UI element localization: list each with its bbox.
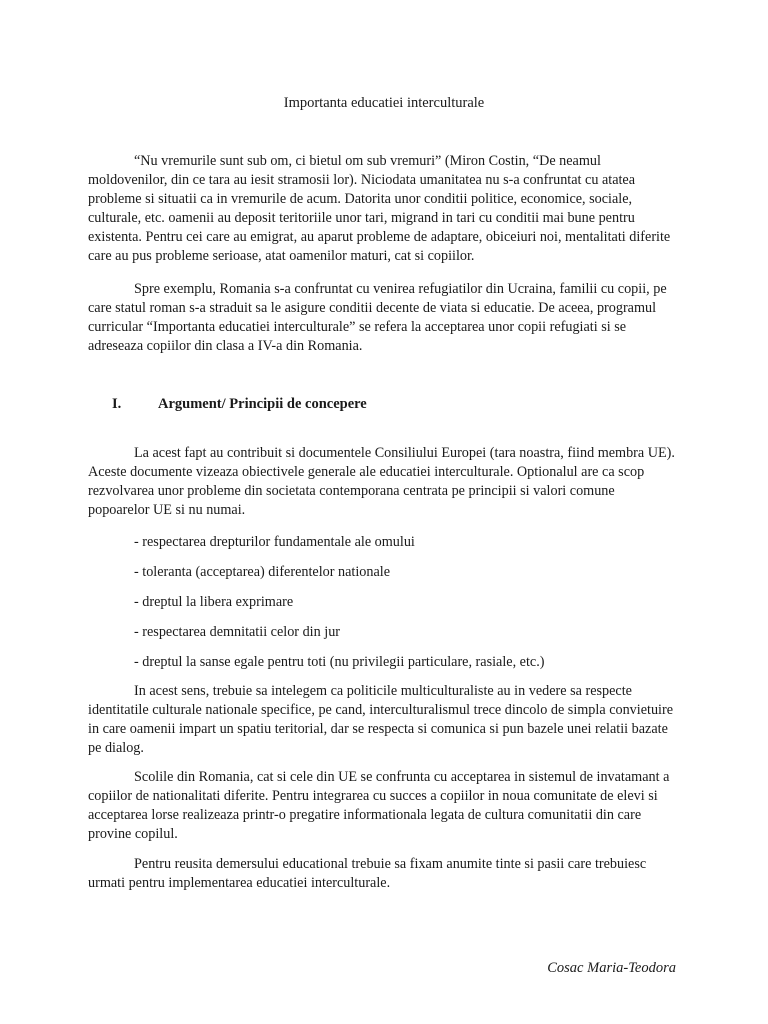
list-item: - respectarea demnitatii celor din jur	[134, 624, 341, 640]
intro-paragraph-example: Spre exemplu, Romania s-a confruntat cu venirea refugiatilor din Ucraina, familii cu copii, pe care statul roman s-a straduit sa le asigure conditii decente de viata si educatie. De aceea, programul curricular “Importanta educatiei interculturale” se refera la acceptarea unor copii refugiati si se adreseaza copiilor din clasa a IV-a din Romania.	[88, 281, 667, 354]
section-number: I.	[112, 396, 122, 412]
intro-paragraph-quote: “Nu vremurile sunt sub om, ci bietul om sub vremuri” (Miron Costin, “De neamul moldovenilor, din ce tara au iesit stramosii lor). Niciodata umanitatea nu s-a confruntat cu atatea probleme si situatii ca in vremurile de acum. Datorita unor conditii politice, economice, sociale, culturale, etc. oamenii au deposit teritoriile unor tari, migrand in tari cu conditii mai bune pentru existenta. Pentru cei care au emigrat, au aparut probleme de adaptare, obiceiuri noi, mentalitati diferite care au pus probleme serioase, atat oamenilor maturi, cat si copiilor.	[88, 153, 671, 264]
section-heading	[112, 396, 367, 413]
list-item: - dreptul la sanse egale pentru toti (nu privilegii particulare, rasiale, etc.)	[134, 654, 545, 670]
list-item: - toleranta (acceptarea) diferentelor nationale	[134, 564, 390, 580]
argument-paragraph: La acest fapt au contribuit si documentele Consiliului Europei (tara noastra, fiind membra UE). Aceste documente vizeaza obiectivele generale ale educatiei interculturale. Optionalul are ca scop rezvolvarea unor probleme din societata contemporana centrata pe principii si valori comune popoarelor UE si nu numai.	[88, 445, 675, 518]
author-signature: Cosac Maria-Teodora	[547, 960, 676, 976]
list-item: - dreptul la libera exprimare	[134, 594, 294, 610]
closing-paragraph-schools: Scolile din Romania, cat si cele din UE se confrunta cu acceptarea in sistemul de invatamant a copiilor de nationalitati diferite. Pentru integrarea cu succes a copiilor in noua comunitate de elevi si acceptarea lorse realizeaza printr-o pregatire informationala legata de cultura comunitatii din care provine copilul.	[88, 769, 670, 842]
closing-paragraph-policies: In acest sens, trebuie sa intelegem ca politicile multiculturaliste au in vedere sa respecte identitatile culturale nationale specifice, pe cand, interculturalismul trece dincolo de simpla convietuire in care oamenii impart un spatiu teritorial, dar se respecta si comunica si pun bazele unei relatii bazate pe dialog.	[88, 683, 674, 756]
closing-paragraph-goals: Pentru reusita demersului educational trebuie sa fixam anumite tinte si pasii care trebuiesc urmati pentru implementarea educatiei interculturale.	[88, 856, 647, 891]
list-item: - respectarea drepturilor fundamentale ale omului	[134, 534, 415, 550]
principles-list	[134, 533, 544, 683]
section-title: Argument/ Principii de concepere	[158, 396, 367, 412]
document-title: Importanta educatiei interculturale	[283, 95, 485, 111]
